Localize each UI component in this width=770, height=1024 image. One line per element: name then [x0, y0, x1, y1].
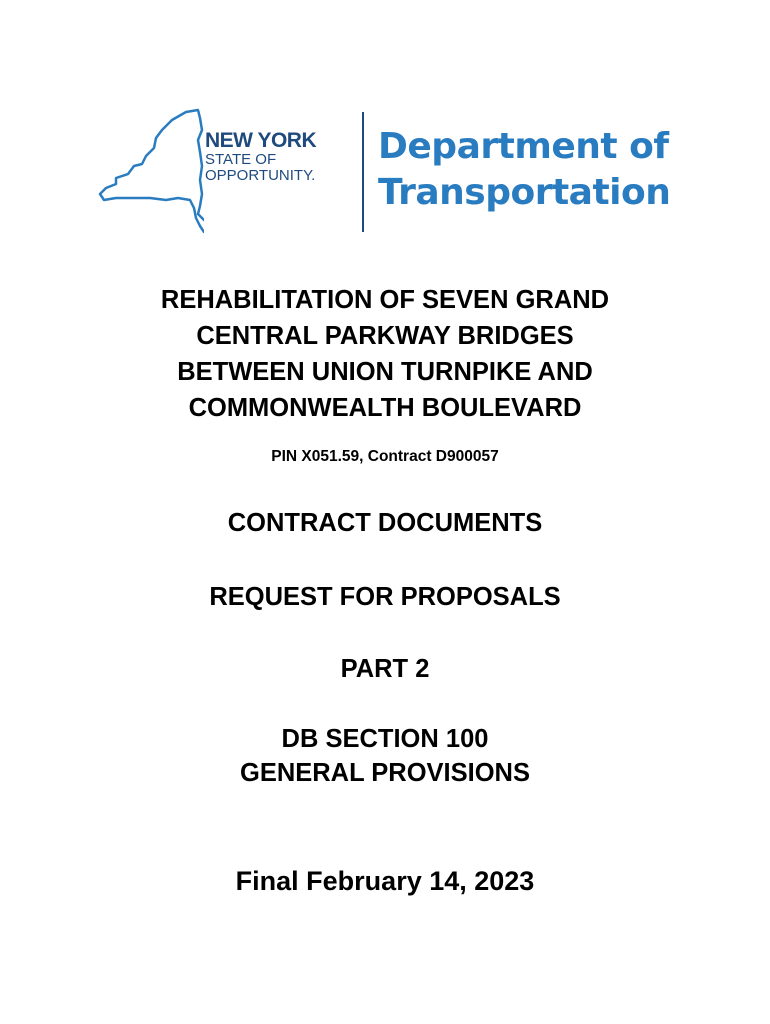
state-of-label: STATE OF	[205, 151, 277, 168]
transportation-label: Transportation	[378, 172, 671, 213]
rfp-heading: REQUEST FOR PROPOSALS	[209, 583, 561, 611]
opportunity-label: OPPORTUNITY.	[205, 167, 316, 184]
new-york-state-outline-icon	[94, 108, 204, 236]
title-line-3: BETWEEN UNION TURNPIKE AND	[177, 358, 593, 386]
nysdot-logo	[94, 108, 694, 236]
part-heading: PART 2	[340, 655, 430, 683]
title-line-2: CENTRAL PARKWAY BRIDGES	[196, 322, 574, 350]
section-heading-line-2: GENERAL PROVISIONS	[239, 759, 530, 787]
department-wordmark	[378, 124, 670, 216]
contract-documents-heading: CONTRACT DOCUMENTS	[227, 509, 543, 537]
logo-divider	[362, 112, 364, 232]
project-title	[0, 282, 770, 426]
section-heading-line-1: DB SECTION 100	[281, 725, 489, 753]
title-line-1: REHABILITATION OF SEVEN GRAND	[160, 286, 610, 314]
state-of-opportunity-wordmark	[205, 130, 316, 184]
section-heading	[0, 722, 770, 790]
department-of-label: Department of	[378, 126, 669, 167]
final-date: Final February 14, 2023	[235, 866, 535, 896]
pin-contract-number: PIN X051.59, Contract D900057	[271, 448, 499, 465]
new-york-label: NEW YORK	[205, 129, 317, 152]
title-line-4: COMMONWEALTH BOULEVARD	[188, 394, 582, 422]
